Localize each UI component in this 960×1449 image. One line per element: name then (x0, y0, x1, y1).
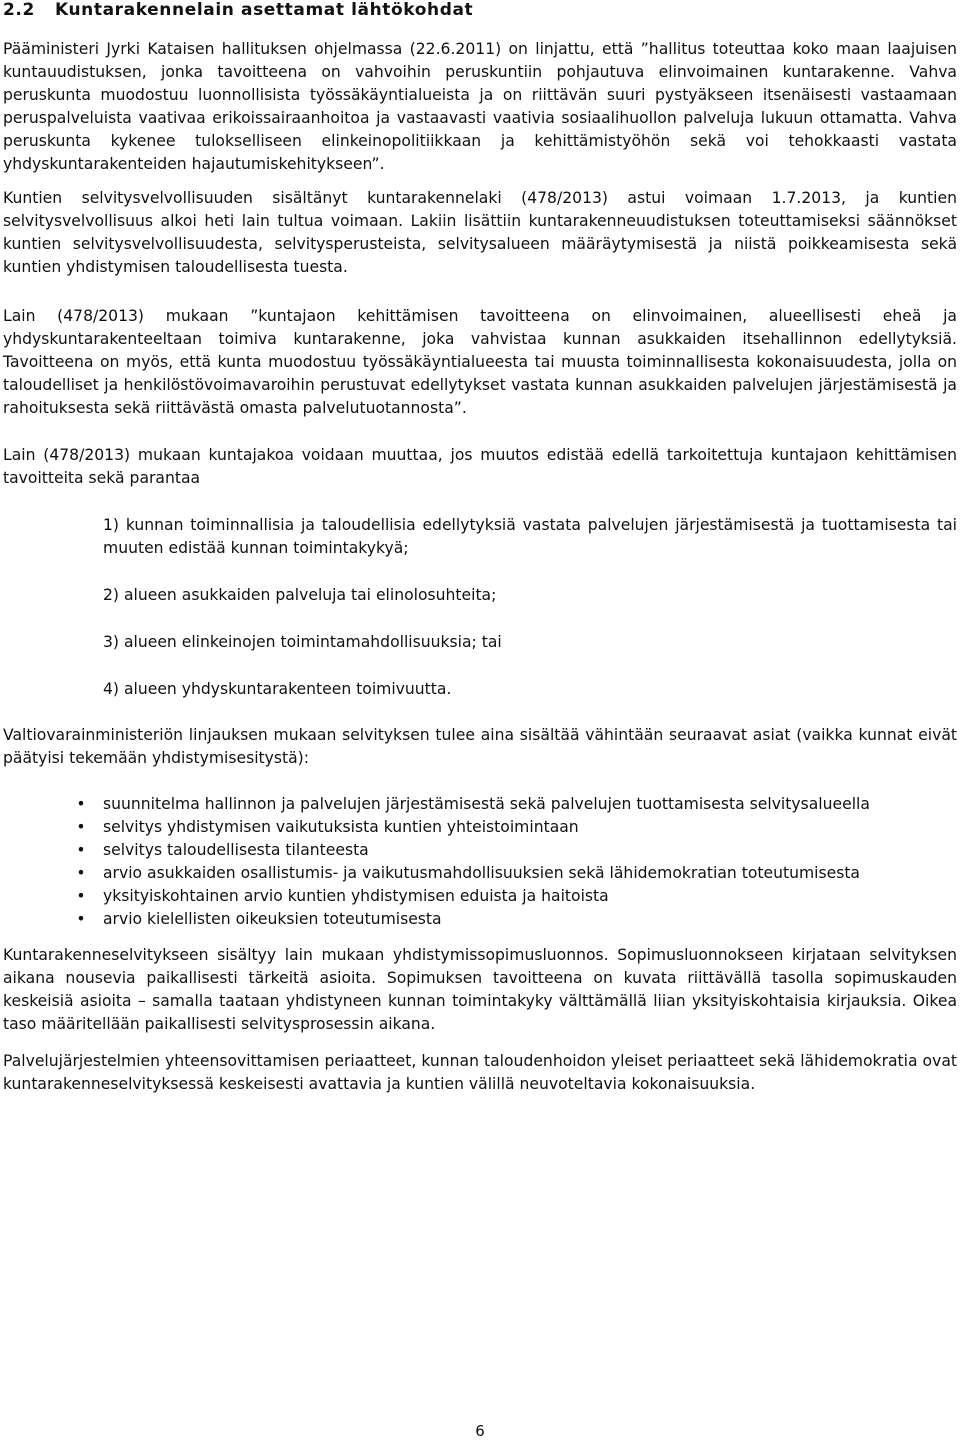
paragraph-ministry-guidelines: Valtiovarainministeriön linjauksen mukaan selvityksen tulee aina sisältää vähintään seuraavat asiat (vaikka kunnat eivät päätyisi tekemään yhdistymisesitystä): (3, 726, 957, 767)
page-number: 6 (475, 1422, 485, 1440)
bullet-item-text: arvio kielellisten oikeuksien toteutumisesta (103, 910, 442, 928)
document-page (3, 0, 957, 1096)
bullet-item (76, 908, 957, 931)
bullet-item-text: arvio asukkaiden osallistumis- ja vaikutusmahdollisuuksien sekä lähidemokratian toteutumisesta (103, 864, 860, 882)
paragraph-service-system-principles: Palvelujärjestelmien yhteensovittamisen periaatteet, kunnan taloudenhoidon yleiset periaatteet sekä lähidemokratia ovat kuntarakenneselvityksessä keskeisesti avattavia ja kuntien välillä neuvoteltavia kokonaisuuksia. (3, 1052, 957, 1093)
bullet-item (76, 793, 957, 816)
bullet-item (76, 862, 957, 885)
paragraph-government-programme: Pääministeri Jyrki Kataisen hallituksen ohjelmassa (22.6.2011) on linjattu, että ”hallitus toteuttaa koko maan laajuisen kuntauudistuksen, jonka tavoitteena on vahvoihin peruskuntiin pohjautuva elinvoimainen kuntarakenne. Vahva peruskunta muodostuu luonnollisista työssäkäyntialueista ja on riittävän suuri pystyäkseen itsenäisesti vastaamaan peruspalveluista vaativaa erikoissairaanhoitoa ja vastaavasti vaativia sosiaalihuollon palveluja lukuun ottamatta. Vahva peruskunta kykenee tulokselliseen elinkeinopolitiikkaan ja kehittämistyöhön sekä voi tehokkaasti vastata yhdyskuntarakenteiden hajautumiskehitykseen”. (3, 40, 957, 173)
numbered-item: 3) alueen elinkeinojen toimintamahdollisuuksia; tai (103, 633, 502, 651)
bullet-icon: • (76, 818, 86, 836)
bullet-icon: • (76, 864, 86, 882)
bullet-item (76, 885, 957, 908)
bullet-list (3, 793, 957, 931)
bullet-icon: • (76, 887, 86, 905)
numbered-item: 2) alueen asukkaiden palveluja tai elinolosuhteita; (103, 586, 497, 604)
bullet-item-text: selvitys yhdistymisen vaikutuksista kuntien yhteistoimintaan (103, 818, 579, 836)
bullet-icon: • (76, 795, 86, 813)
bullet-icon: • (76, 910, 86, 928)
paragraph-division-change-conditions: Lain (478/2013) mukaan kuntajakoa voidaan muuttaa, jos muutos edistää edellä tarkoitettuja kuntajaon kehittämisen tavoitteita sekä parantaa (3, 446, 957, 487)
bullet-item-text: yksityiskohtainen arvio kuntien yhdistymisen eduista ja haitoista (103, 887, 609, 905)
paragraph-municipal-division-goals: Lain (478/2013) mukaan ”kuntajaon kehittämisen tavoitteena on elinvoimainen, alueellisesti eheä ja yhdyskuntarakenteeltaan toimiva kuntarakenne, joka vahvistaa kunnan asukkaiden itsehallinnon edellytyksiä. Tavoitteena on myös, että kunta muodostuu työssäkäyntialueesta tai muusta toiminnallisesta kokonaisuudesta, jolla on taloudelliset ja henkilöstövoimavaroihin perustuvat edellytykset vastata kunnan asukkaiden palvelujen järjestämisestä ja rahoituksesta sekä riittävästä omasta palvelutuotannosta”. (3, 307, 957, 417)
bullet-item (76, 839, 957, 862)
numbered-item: 1) kunnan toiminnallisia ja taloudellisia edellytyksiä vastata palvelujen järjestämisestä ja tuottamisesta tai muuten edistää kunnan toimintakykyä; (103, 516, 957, 557)
numbered-list (3, 514, 957, 701)
bullet-icon: • (76, 841, 86, 859)
bullet-item-text: suunnitelma hallinnon ja palvelujen järjestämisestä sekä palvelujen tuottamisesta selvitysalueella (103, 795, 870, 813)
bullet-item (76, 816, 957, 839)
paragraph-municipal-structure-act: Kuntien selvitysvelvollisuuden sisältänyt kuntarakennelaki (478/2013) astui voimaan 1.7.2013, ja kuntien selvitysvelvollisuus alkoi heti lain tultua voimaan. Lakiin lisättiin kuntarakenneuudistuksen toteuttamiseksi säännökset kuntien selvitysvelvollisuudesta, selvitysperusteista, selvitysalueen määräytymisestä ja niistä poikkeamisesta sekä kuntien yhdistymisen taloudellisesta tuesta. (3, 189, 957, 276)
numbered-item: 4) alueen yhdyskuntarakenteen toimivuutta. (103, 680, 452, 698)
section-title: Kuntarakennelain asettamat lähtökohdat (55, 0, 474, 20)
bullet-item-text: selvitys taloudellisesta tilanteesta (103, 841, 369, 859)
section-heading (3, 0, 957, 20)
paragraph-merger-agreement: Kuntarakenneselvitykseen sisältyy lain mukaan yhdistymissopimusluonnos. Sopimusluonnokseen kirjataan selvityksen aikana nousevia paikallisesti tärkeitä asioita. Sopimuksen tavoitteena on kuvata riittävällä tasolla sopimuskauden keskeisiä asioita – samalla taataan yhdistyneen kunnan toimintakyky välttämällä liian yksityiskohtaisia kirjauksia. Oikea taso määritellään paikallisesti selvitysprosessin aikana. (3, 946, 957, 1033)
section-number: 2.2 (3, 0, 35, 20)
